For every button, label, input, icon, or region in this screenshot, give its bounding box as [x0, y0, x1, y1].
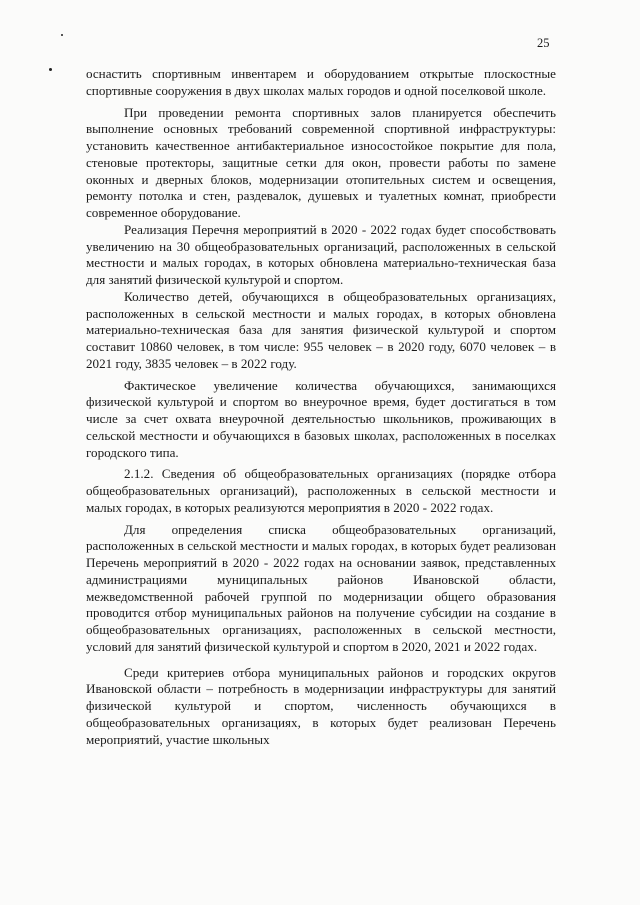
- paragraph-8: Среди критериев отбора муниципальных районов и городских округов Ивановской области – потребность в модернизации инфраструктуры для занятий физической культурой и спортом, численность обучающихся в общеобразовательных организациях, в которых будет реализован Перечень мероприятий, участие школьных: [86, 664, 556, 747]
- paragraph-3: Реализация Перечня мероприятий в 2020 - 2022 годах будет способствовать увеличению на 30 общеобразовательных организаций, расположенных в сельской местности и малых городах, в которых обновлена материально-техническая база для занятий физической культурой и спортом.: [86, 221, 556, 287]
- scan-speck: [49, 68, 52, 71]
- paragraph-7: Для определения списка общеобразовательных организаций, расположенных в сельской местности и малых городах, в которых будет реализован Перечень мероприятий в 2020 - 2022 годах на основании заявок, представленных администрациями муниципальных районов Ивановской области, межведомственной рабочей группой по модернизации общего образования проводится отбор муниципальных районов на получение субсидии на создание в общеобразовательных организациях, расположенных в сельской местности, условий для занятий физической культурой и спортом в 2020, 2021 и 2022 годах.: [86, 521, 556, 654]
- page-number: 25: [537, 36, 550, 50]
- section-heading-2-1-2: 2.1.2. Сведения об общеобразовательных организациях (порядке отбора общеобразовательных организаций), расположенных в сельской местности и малых городах, в которых реализуются мероприятия в 2020 - 2022 годах.: [86, 466, 556, 515]
- scan-speck: [61, 34, 63, 36]
- paragraph-1: оснастить спортивным инвентарем и оборудованием открытые плоскостные спортивные сооружения в двух школах малых городов и одной поселковой школе.: [86, 66, 556, 98]
- paragraph-5: Фактическое увеличение количества обучающихся, занимающихся физической культурой и спортом во внеурочное время, будет достигаться в том числе за счет охвата внеурочной деятельностью школьников, проживающих в сельской местности и обучающихся в базовых школах, расположенных в поселках городского типа.: [86, 377, 556, 460]
- document-body: [86, 66, 556, 748]
- paragraph-4: Количество детей, обучающихся в общеобразовательных организациях, расположенных в сельской местности и малых городах, в которых обновлена материально-техническая база для занятия физической культурой и спортом составит 10860 человек, в том числе: 955 человек – в 2020 году, 6070 человек – в 2021 году, 3835 человек – в 2022 году.: [86, 288, 556, 371]
- paragraph-2: При проведении ремонта спортивных залов планируется обеспечить выполнение основных требований современной спортивной инфраструктуры: установить качественное антибактериальное износостойкое покрытие для пола, стеновые протекторы, защитные сетки для окон, провести работы по замене оконных и дверных блоков, модернизации отопительных систем и освещения, ремонту потолка и стен, раздевалок, душевых и туалетных комнат, приобрести современное оборудование.: [86, 104, 556, 220]
